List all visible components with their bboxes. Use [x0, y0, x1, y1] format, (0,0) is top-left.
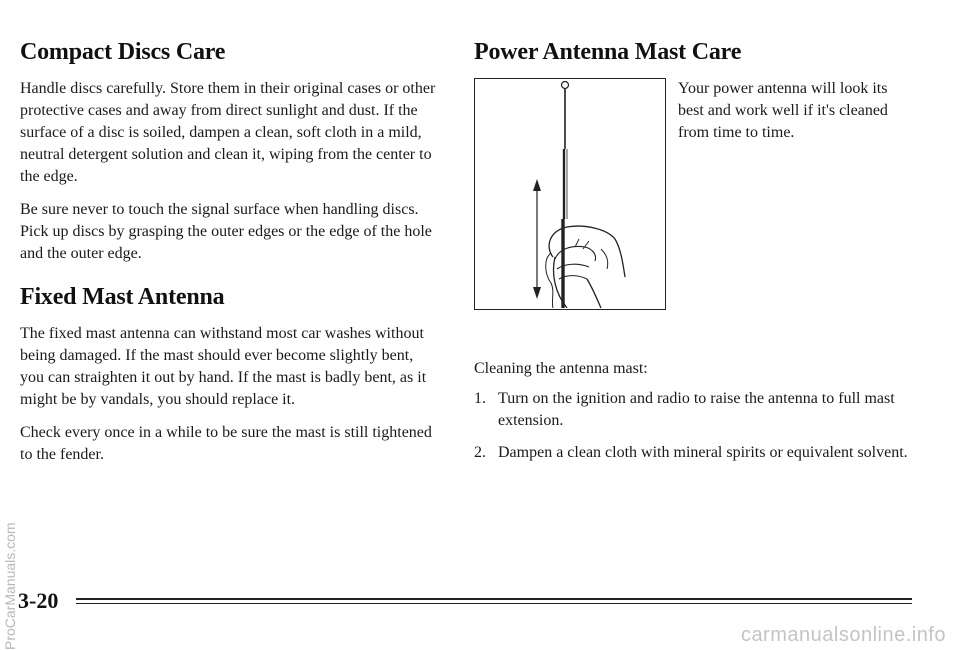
compact-discs-paragraph-2: Be sure never to touch the signal surface when handling discs. Pick up discs by grasping the outer edges or the edge of the hole and the outer edge. — [20, 201, 432, 262]
fixed-mast-heading: Fixed Mast Antenna — [20, 284, 225, 310]
footer-rule-thick — [76, 598, 912, 600]
antenna-hand-drawing — [475, 79, 664, 308]
right-column — [474, 38, 914, 474]
page-number: 3-20 — [18, 588, 59, 613]
fixed-mast-paragraph-1: The fixed mast antenna can withstand most car washes without being damaged. If the mast should ever become slightly bent, you can straighten it out by hand. If the mast is badly bent, as it might be by vandals, you should replace it. — [20, 325, 427, 408]
cleaning-steps-list — [474, 388, 914, 464]
footer-rule-thin — [76, 603, 912, 604]
steps-intro: Cleaning the antenna mast: — [474, 360, 648, 377]
step-text: Dampen a clean cloth with mineral spirits or equivalent solvent. — [498, 444, 908, 461]
list-item — [474, 388, 914, 432]
figure-row — [474, 78, 914, 358]
left-column — [20, 38, 440, 477]
figure-caption: Your power antenna will look its best and work well if it's cleaned from time to time. — [678, 80, 888, 141]
step-number: 1. — [474, 390, 486, 407]
compact-discs-paragraph-1: Handle discs carefully. Store them in their original cases or other protective cases and away from direct sunlight and dust. If the surface of a disc is soiled, dampen a clean, soft cloth in a mild, neutral detergent solution and clean it, wiping from the center to the edge. — [20, 80, 436, 185]
compact-discs-heading: Compact Discs Care — [20, 39, 226, 65]
side-watermark: ProCarManuals.com — [2, 522, 18, 650]
page-footer — [18, 588, 918, 618]
step-text: Turn on the ignition and radio to raise the antenna to full mast extension. — [498, 390, 895, 429]
list-item — [474, 442, 914, 464]
power-antenna-heading: Power Antenna Mast Care — [474, 39, 742, 65]
step-number: 2. — [474, 444, 486, 461]
bottom-watermark: carmanualsonline.info — [740, 624, 946, 646]
antenna-cleaning-illustration — [474, 78, 666, 310]
fixed-mast-paragraph-2: Check every once in a while to be sure the mast is still tightened to the fender. — [20, 424, 432, 463]
